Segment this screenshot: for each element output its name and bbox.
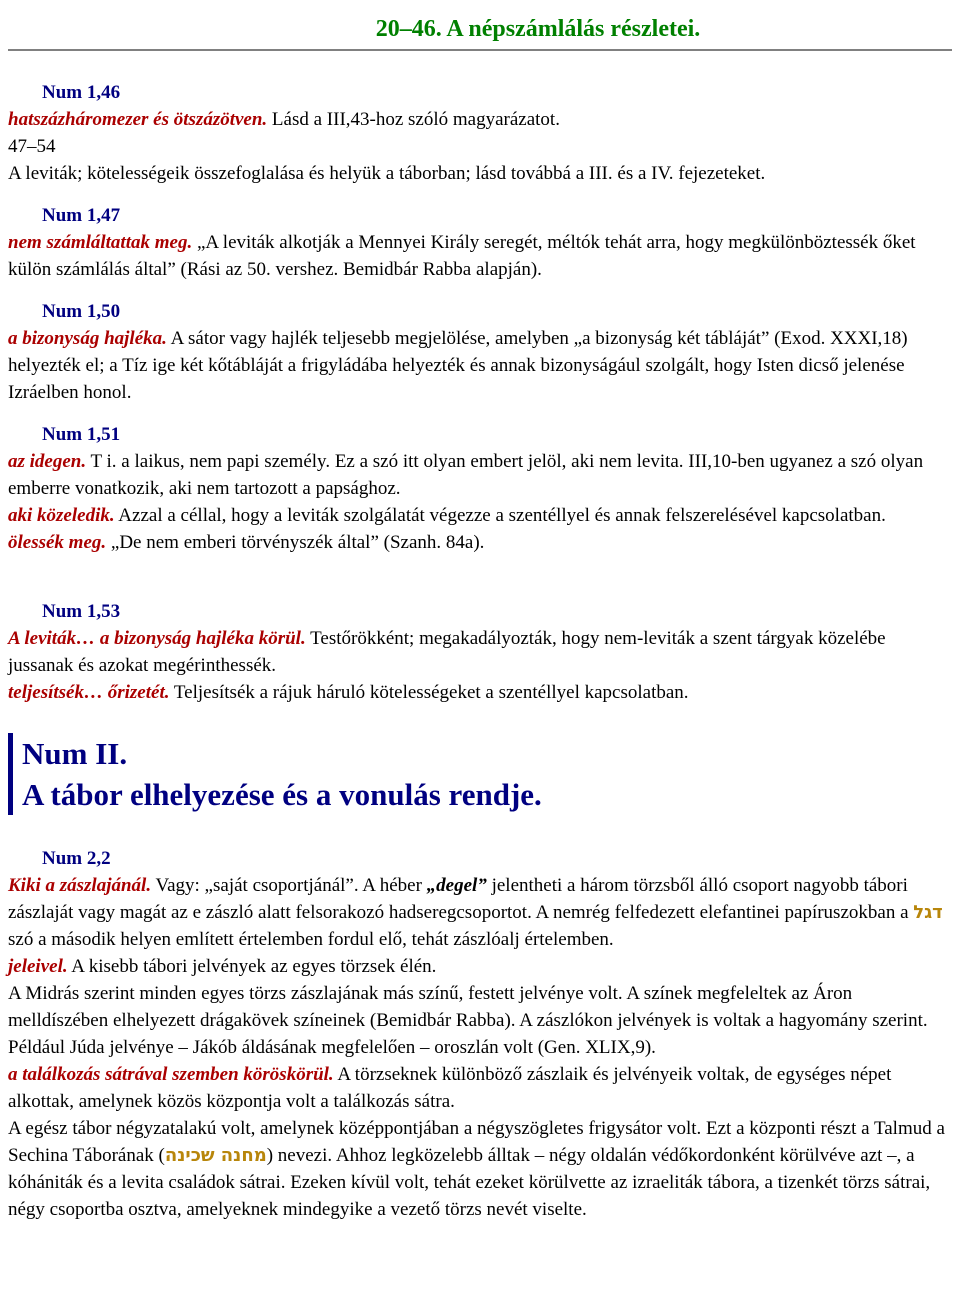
commentary-text: A törzseknek különböző zászlaik és jelvényeik voltak, de egységes népet alkottak, amelynek közös központja volt a találkozás sátra. <box>8 1064 892 1112</box>
verse-reference: Num 1,51 <box>42 424 121 445</box>
verse-range: 47–54 <box>8 136 56 157</box>
paragraph <box>8 1115 952 1223</box>
commentary-text: A sátor vagy hajlék teljesebb megjelölése, amelyben „a bizonyság két tábláját” (Exod. XXXI,18) helyezték el; a Tíz ige két kőtábláját a frigyládába helyezték és annak bizonyságául szolgált, hogy Isten dicső jelenése Izráelben honol. <box>8 328 908 403</box>
paragraph <box>8 325 952 406</box>
commentary-text: „A leviták alkotják a Mennyei Király seregét, méltók tehát arra, hogy megkülönböztessék őket külön számlálás által” (Rási az 50. vershez. Bemidbár Rabba alapján). <box>8 232 916 280</box>
section-num-1-47 <box>8 202 952 283</box>
paragraph <box>8 229 952 283</box>
keyword: teljesítsék… őrizetét. <box>8 682 170 703</box>
keyword: az idegen. <box>8 451 87 472</box>
paragraph <box>8 106 952 133</box>
paragraph <box>8 679 952 706</box>
chapter-title: A tábor elhelyezése és a vonulás rendje. <box>22 777 542 812</box>
section-num-1-51 <box>8 421 952 556</box>
commentary-text: jelentheti a három törzsből álló csoport nagyobb tábori zászlaját vagy magát az e zászló alatt felsorakozó hadseregcsoportot. A nemrég felfedezett elefantinei papíruszokban a <box>8 875 914 923</box>
keyword: hatszázháromezer és ötszázötven. <box>8 109 268 130</box>
page-title: 20–46. A népszámlálás részletei. <box>375 16 701 42</box>
keyword: jeleivel. <box>8 956 68 977</box>
commentary-text: Lásd a III,43-hoz szóló magyarázatot. <box>267 109 560 130</box>
paragraph <box>8 502 952 529</box>
commentary-text: „De nem emberi törvényszék által” (Szanh. 84a). <box>106 532 485 553</box>
commentary-text: Vagy: „saját csoportjánál”. A héber <box>151 875 427 896</box>
commentary-text: Azzal a céllal, hogy a leviták szolgálatát végezze a szentéllyel és annak felszerelésével kapcsolatban. <box>114 505 886 526</box>
verse-reference: Num 2,2 <box>42 848 111 869</box>
section-num-2-2 <box>8 845 952 1223</box>
keyword: Kiki a zászlajánál. <box>8 875 152 896</box>
chapter-heading <box>8 733 542 815</box>
paragraph <box>8 529 952 556</box>
keyword: nem számláltattak meg. <box>8 232 193 253</box>
commentary-text: Teljesítsék a rájuk háruló kötelességeket a szentéllyel kapcsolatban. <box>169 682 689 703</box>
commentary-text: A egész tábor négyzatalakú volt, amelynek középpontjában a négyszögletes frigysátor volt. Ezt a központi részt a Talmud a Sechina Táborának ( <box>8 1118 945 1166</box>
commentary-text: T i. a laikus, nem papi személy. Ez a szó itt olyan embert jelöl, aki nem levita. III,10-ben ugyanez a szó olyan emberre vonatkozik, aki nem tartozott a papsághoz. <box>8 451 924 499</box>
commentary-text: szó a második helyen említett értelemben fordul elő, tehát zászlóalj értelemben. <box>8 929 614 950</box>
verse-reference: Num 1,53 <box>42 601 121 622</box>
commentary-text: A Midrás szerint minden egyes törzs zászlajának más színű, festett jelvénye volt. A színek megfeleltek az Áron melldíszében elhelyezett drágakövek színeinek (Bemidbár Rabba). A zászlókon jelvények is voltak a hagyomány szerint. Például Júda jelvénye – Jákób áldásának megfelelően – oroszlán volt (Gen. XLIX,9). <box>8 983 928 1058</box>
hebrew-word: מחנה שכינה <box>164 1145 267 1166</box>
title-bar <box>8 0 952 51</box>
commentary-text: A leviták; kötelességeik összefoglalása és helyük a táborban; lásd továbbá a III. és a IV. fejezeteket. <box>8 163 766 184</box>
paragraph <box>8 872 952 953</box>
paragraph <box>8 1061 952 1115</box>
verse-reference: Num 1,46 <box>42 82 121 103</box>
commentary-text: Testőrökként; megakadályozták, hogy nem-leviták a szent tárgyak közelébe jussanak és azokat megérinthessék. <box>8 628 886 676</box>
paragraph <box>8 953 952 980</box>
commentary-text: A kisebb tábori jelvények az egyes törzsek élén. <box>67 956 437 977</box>
section-num-1-50 <box>8 298 952 406</box>
keyword: A leviták… a bizonyság hajléka körül. <box>8 628 306 649</box>
hebrew-term: „degel” <box>426 875 487 896</box>
keyword: ölessék meg. <box>8 532 107 553</box>
hebrew-word: דגל <box>913 902 943 923</box>
document-page <box>8 0 952 1220</box>
keyword: aki közeledik. <box>8 505 115 526</box>
chapter-number: Num II. <box>22 736 128 771</box>
paragraph <box>8 448 952 502</box>
verse-reference: Num 1,47 <box>42 205 121 226</box>
commentary-text: ) nevezi. Ahhoz legközelebb álltak – négy oldalán védőkordonként körülvéve azt –, a kóhániták és a levita családok sátrai. Ezeken kívül volt, tehát ezeket körülvette az izraeliták tábora, a tizenkét törzs sátrai, négy csoportba osztva, amelyeknek mindegyike a vezető törzs nevét viselte. <box>8 1145 931 1220</box>
keyword: a találkozás sátrával szemben köröskörül. <box>8 1064 334 1085</box>
section-num-1-46 <box>8 79 952 187</box>
paragraph <box>8 625 952 679</box>
section-num-1-53 <box>8 598 952 706</box>
keyword: a bizonyság hajléka. <box>8 328 167 349</box>
verse-reference: Num 1,50 <box>42 301 121 322</box>
